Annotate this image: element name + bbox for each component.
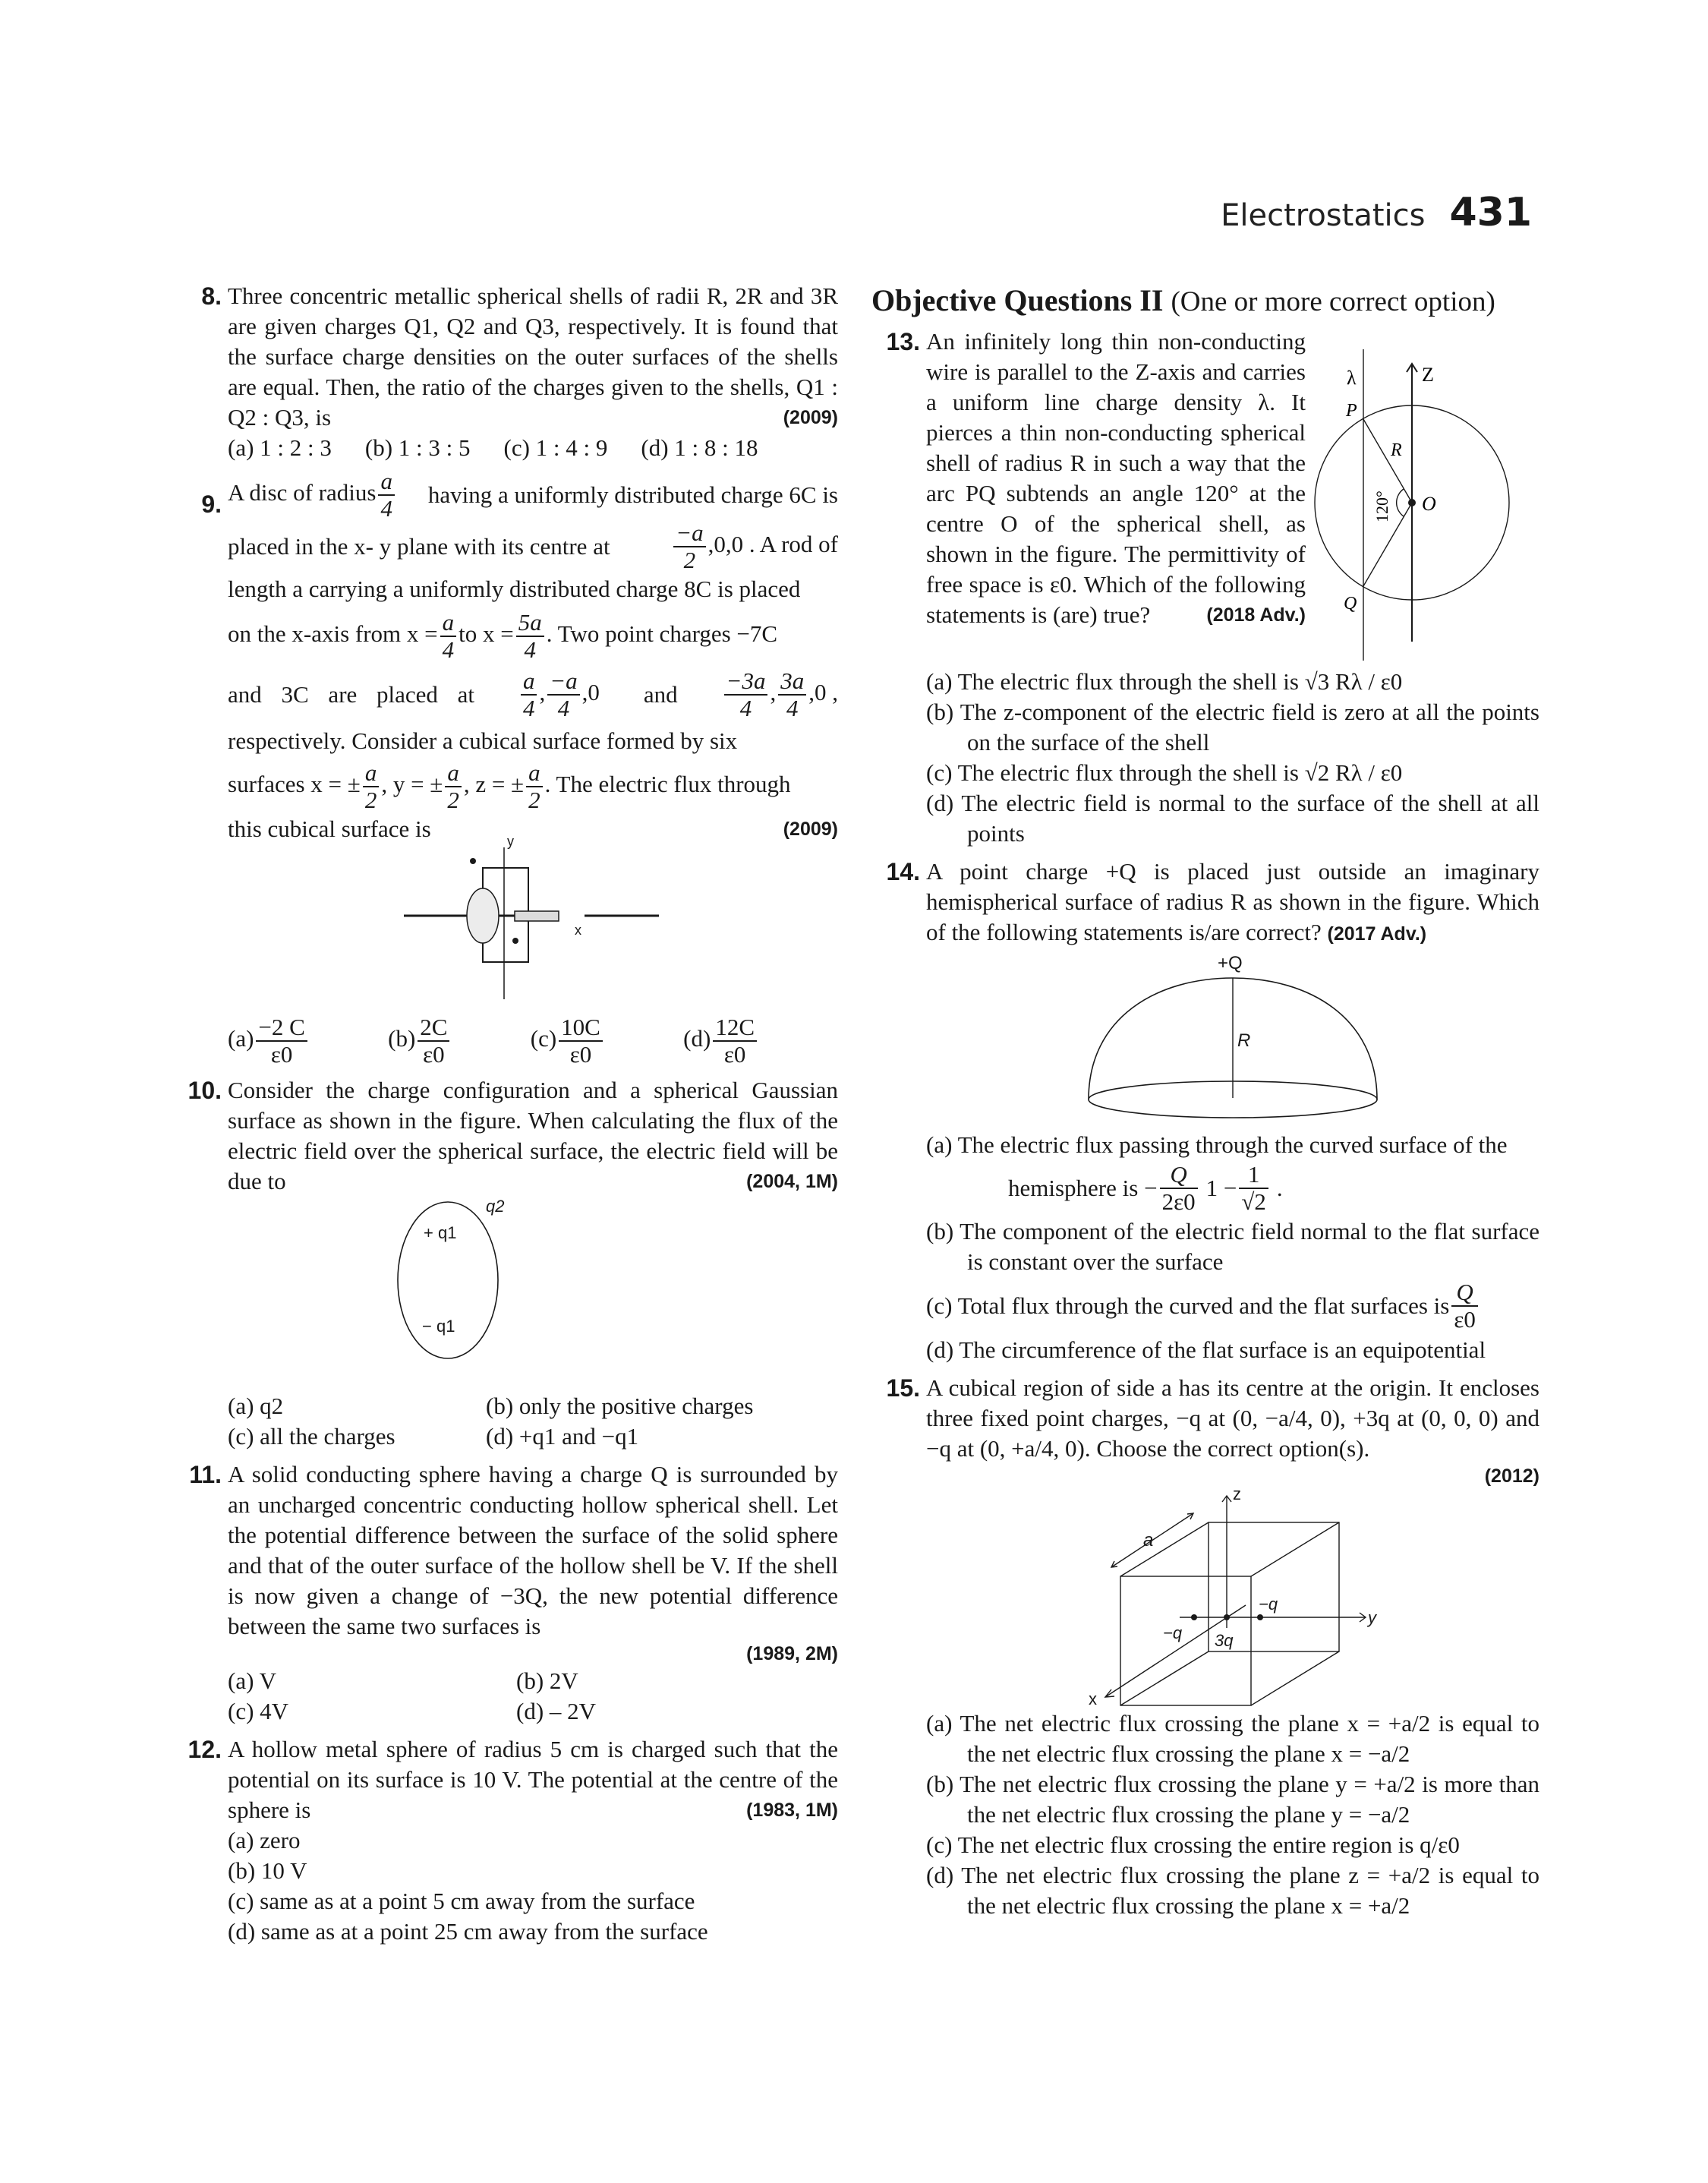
option-b[interactable]: (b) only the positive charges — [486, 1393, 754, 1419]
question-text — [228, 1075, 838, 1197]
option-c[interactable]: (c) $\frac{10C}{\varepsilon 0}$ — [531, 1014, 605, 1068]
options — [228, 1014, 759, 1068]
question-number: 15. — [886, 1374, 920, 1402]
question-number: 12. — [188, 1736, 222, 1763]
section-title: Objective Questions II (One or more correct option) — [871, 283, 1495, 317]
question-text — [228, 1734, 838, 1825]
option-b[interactable]: (b) $\frac{2C}{\varepsilon 0}$ — [388, 1014, 452, 1068]
question-13 — [871, 327, 1539, 849]
label-3q: 3q — [1215, 1631, 1234, 1650]
q13-figure — [1321, 327, 1518, 668]
question-number: 14. — [886, 858, 920, 885]
question-body: Consider the charge configuration and a spherical Gaussian surface as shown in the figure. When calculating the flux of the electric field over the spherical surface, the electric field will be due to — [228, 1077, 838, 1194]
question-text: A cubical region of side a has its centre at the origin. It encloses three fixed point charges, −q at (0, −a/4, 0), +3q at (0, 0, 0) and −q at (0, +a/4, 0). Choose the correct option(s). — [926, 1374, 1539, 1462]
label-p: P — [1346, 401, 1357, 421]
option-d[interactable]: (d) 1 : 8 : 18 — [641, 434, 758, 461]
question-11 — [173, 1459, 838, 1727]
year-tag: (1989, 2M) — [746, 1643, 838, 1664]
year-tag: (2017 Adv.) — [1327, 923, 1427, 945]
question-number: 13. — [886, 328, 920, 355]
q9-line-3: length a carrying a uniformly distributed charge 8C is placed — [228, 576, 801, 602]
year-tag: (2012) — [1484, 1465, 1539, 1487]
option-d[interactable]: (d) same as at a point 25 cm away from the surface — [228, 1918, 708, 1945]
q9-line-2: placed in the x- y plane with its centre at $\frac{-a}{2}$ ,0,0 . A rod of — [228, 519, 838, 573]
option-c[interactable]: (c) all the charges — [228, 1423, 395, 1450]
label-z: Z — [1422, 364, 1434, 386]
year-tag: (2009) — [783, 407, 838, 428]
q9-line-8: this cubical surface is (2009) — [228, 814, 838, 847]
q9-line-4: on the x-axis from x = $\frac{a}{4}$ to x = $\frac{5a}{4}$ . Two point charges −7C — [228, 609, 778, 663]
label-r: R — [1237, 1030, 1251, 1051]
option-d[interactable]: (d) +q1 and −q1 — [486, 1423, 639, 1450]
question-14 — [871, 856, 1539, 1365]
question-8 — [173, 281, 838, 463]
question-9 — [173, 468, 838, 1068]
x-axis-label: x — [575, 923, 581, 938]
q9-line-6: respectively. Consider a cubical surface formed by six — [228, 727, 738, 754]
label-plus-q: +Q — [1218, 953, 1243, 973]
label-z: z — [1233, 1484, 1241, 1503]
chapter-name: Electrostatics — [1221, 198, 1426, 233]
label-neg-q-left: −q — [1163, 1623, 1183, 1642]
q9-line-1: A disc of radius $\frac{a}{4}$ having a uniformly distributed charge 6C is — [228, 468, 838, 522]
option-b[interactable]: (b) The component of the electric field normal to the flat surface is constant over the surface — [926, 1218, 1539, 1275]
question-10 — [173, 1075, 838, 1452]
question-number: 10. — [188, 1077, 222, 1104]
left-column — [173, 281, 838, 1954]
question-body: An infinitely long thin non-conducting wire is parallel to the Z-axis and carries a uniform line charge density λ. It pierces a thin non-conducting spherical shell of radius R in such a way that the arc PQ subtends an angle 120° at the centre O of the spherical shell, as shown in the figure. The permittivity of free space is ε0. Which of the following statements is (are) true? — [926, 328, 1306, 628]
option-d[interactable]: (d) The net electric flux crossing the plane z = +a/2 is equal to the net electric flux crossing the plane x = +a/2 — [926, 1862, 1539, 1919]
question-number: 11. — [189, 1461, 222, 1488]
question-body: Three concentric metallic spherical shells of radii R, 2R and 3R are given charges Q1, Q2 and Q3, respectively. It is found that the surface charge densities on the outer surfaces of the shells are equal. Then, the ratio of the charges given to the shells, Q1 : Q2 : Q3, is — [228, 282, 838, 431]
option-a[interactable]: (a) The electric flux passing through the curved surface of the hemisphere is − $\frac{Q}{2\varepsilon 0}$ 1 − $\frac{1}{√2}$ . — [926, 1131, 1508, 1215]
option-c[interactable]: (c) The electric flux through the shell is √2 Rλ / ε0 — [926, 759, 1403, 786]
q9-line-5: and 3C are placed at $\frac{a}{4}$ , $\frac{-a}{4}$ ,0 and $\frac{-3a}{4}$ , $\frac{3a}{4}$ ,0 , — [228, 667, 838, 721]
label-x: x — [1089, 1689, 1097, 1708]
label-plus-q1: + q1 — [424, 1223, 457, 1242]
label-o: O — [1422, 493, 1436, 515]
question-text — [228, 281, 838, 433]
option-a[interactable]: (a) The electric flux through the shell is √3 Rλ / ε0 — [926, 668, 1403, 695]
option-b[interactable]: (b) 1 : 3 : 5 — [364, 434, 471, 461]
option-c[interactable]: (c) The net electric flux crossing the entire region is q/ε0 — [926, 1831, 1460, 1858]
year-tag: (2018 Adv.) — [1206, 604, 1306, 626]
question-12 — [173, 1734, 838, 1947]
label-neg-q-right: −q — [1259, 1595, 1278, 1614]
question-text — [228, 468, 838, 847]
q14-figure — [1073, 949, 1392, 1124]
q10-figure — [364, 1197, 638, 1379]
page-number: 431 — [1449, 190, 1532, 235]
option-d[interactable]: (d) $\frac{12C}{\varepsilon 0}$ — [683, 1014, 759, 1068]
option-a[interactable]: (a) V — [228, 1667, 276, 1694]
options — [228, 1666, 838, 1727]
right-column — [871, 281, 1539, 1929]
label-y: y — [1368, 1608, 1376, 1627]
question-body: A hollow metal sphere of radius 5 cm is charged such that the potential on its surface is 10 V. The potential at the centre of the sphere is — [228, 1736, 838, 1823]
option-a[interactable]: (a) zero — [228, 1827, 301, 1853]
option-c[interactable]: (c) same as at a point 5 cm away from the surface — [228, 1888, 695, 1914]
page-header — [1221, 190, 1532, 235]
question-text: A solid conducting sphere having a charge Q is surrounded by an uncharged concentric conducting hollow spherical shell. Let the potential difference between the surface of the solid sphere and that of the outer surface of the hollow shell be V. If the shell is now given a change of −3Q, the new potential difference between the same two surfaces is — [228, 1461, 838, 1639]
question-number: 9. — [201, 491, 222, 518]
option-a[interactable]: (a) $\frac{-2 C}{\varepsilon 0}$ — [228, 1014, 310, 1068]
option-d[interactable]: (d) – 2V — [516, 1698, 597, 1724]
options — [228, 433, 838, 463]
year-tag: (2004, 1M) — [746, 1171, 838, 1192]
options — [228, 1391, 838, 1452]
y-axis-label: y — [507, 834, 514, 849]
option-c[interactable]: (c) 4V — [228, 1698, 289, 1724]
option-b[interactable]: (b) 2V — [516, 1667, 578, 1694]
option-d[interactable]: (d) The circumference of the flat surface is an equipotential — [926, 1336, 1486, 1363]
year-tag: (1983, 1M) — [746, 1800, 838, 1821]
label-q: Q — [1344, 594, 1357, 614]
label-r: R — [1391, 440, 1402, 460]
q15-figure — [1073, 1484, 1392, 1708]
option-c[interactable]: (c) Total flux through the curved and the flat surfaces is $\frac{Q}{\varepsilon 0}$ — [926, 1277, 1539, 1335]
question-text — [926, 327, 1306, 668]
label-angle: 120° — [1372, 491, 1391, 522]
question-body: A point charge +Q is placed just outside an imaginary hemispherical surface of radius R as shown in the figure. Which of the following statements is/are correct? — [926, 858, 1539, 945]
option-a[interactable]: (a) The net electric flux crossing the plane x = +a/2 is equal to the net electric flux crossing the plane x = −a/2 — [926, 1710, 1539, 1767]
label-lambda: λ — [1347, 367, 1357, 389]
option-b[interactable]: (b) The net electric flux crossing the plane y = +a/2 is more than the net electric flux crossing the plane y = −a/2 — [926, 1771, 1539, 1828]
option-d[interactable]: (d) The electric field is normal to the surface of the shell at all points — [926, 790, 1539, 847]
option-a[interactable]: (a) 1 : 2 : 3 — [228, 434, 332, 461]
option-b[interactable]: (b) The z-component of the electric field is zero at all the points on the surface of the shell — [926, 699, 1539, 756]
q9-figure — [404, 834, 662, 1022]
option-a[interactable]: (a) q2 — [228, 1393, 284, 1419]
label-minus-q1: − q1 — [422, 1317, 455, 1336]
q9-line-7: surfaces x = ± $\frac{a}{2}$ , y = ± $\frac{a}{2}$ , z = ± $\frac{a}{2}$ . The electric flux through — [228, 759, 791, 813]
year-tag: (2009) — [783, 819, 838, 840]
question-number: 8. — [201, 282, 222, 310]
option-b[interactable]: (b) 10 V — [228, 1857, 307, 1884]
question-15 — [871, 1373, 1539, 1921]
label-q2: q2 — [486, 1197, 505, 1216]
question-text — [926, 856, 1539, 949]
option-c[interactable]: (c) 1 : 4 : 9 — [503, 434, 608, 461]
label-a: a — [1143, 1530, 1154, 1550]
